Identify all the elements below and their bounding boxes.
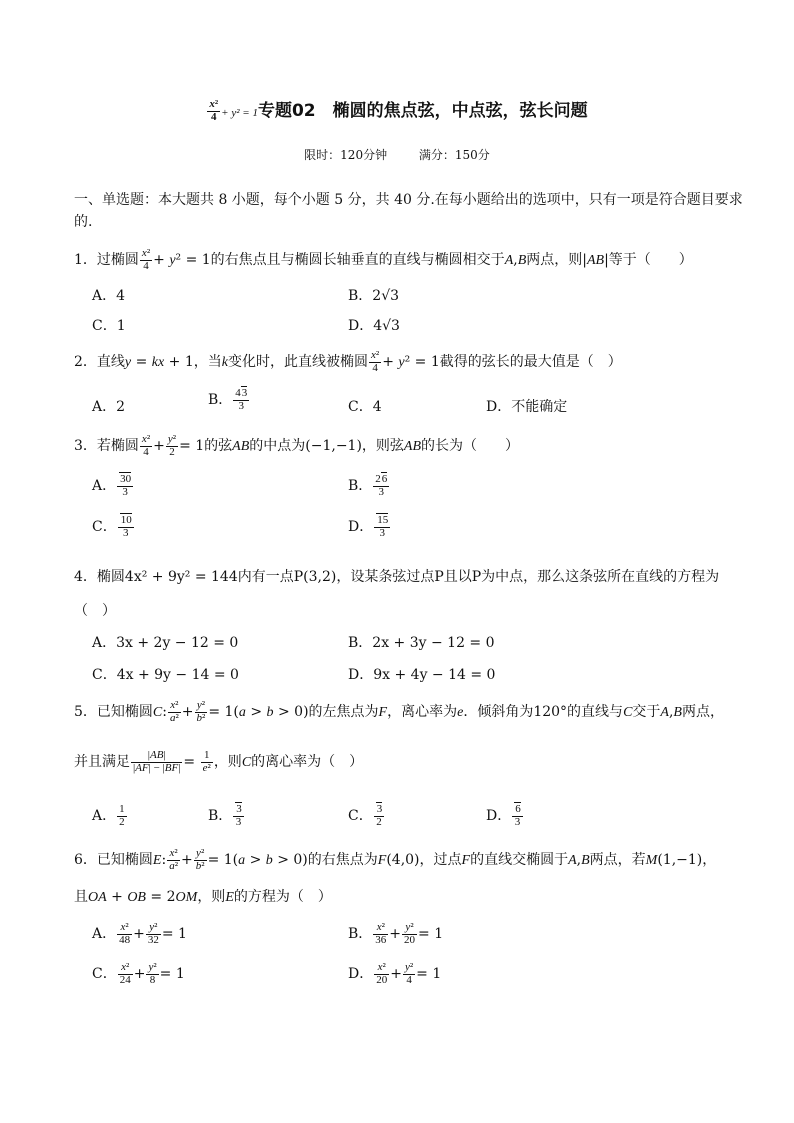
q5-option-a[interactable]: A． $\frac{1}{2}$: [92, 803, 125, 828]
question-3-stem: 3．若椭圆 $\frac{\text{x²}}{4}$ + $\frac{\text{y²}}{2}$ = 1的弦AB的中点为(−1,−1)，则弦AB的长为（ ）: [74, 433, 520, 458]
q3-option-a[interactable]: A． $\frac{30}{3}$: [92, 473, 132, 498]
q2-fraction: $\frac{\text{x²}}{4}$: [370, 349, 380, 374]
q1-option-d[interactable]: D．4√3: [348, 318, 400, 334]
q5-option-d[interactable]: D． $\frac{6}{3}$: [486, 803, 521, 828]
q1-fraction: $\frac{\text{x²}}{4}$: [141, 247, 151, 272]
q5-option-b[interactable]: B． $\frac{3}{3}$: [208, 803, 242, 828]
q6-option-a[interactable]: A． $\frac{\text{x²}}{48}$ + $\frac{\text{y²}}{32}$ = 1: [92, 921, 187, 946]
q6-option-d[interactable]: D． $\frac{\text{x²}}{20}$ + $\frac{\text{y²}}{4}$ = 1: [348, 961, 442, 986]
q2-option-d[interactable]: D．不能确定: [486, 399, 568, 415]
full-score: 满分：150分: [418, 148, 490, 162]
section-heading-line1: 一、单选题：本大题共 8 小题，每个小题 5 分，共 40 分.在每小题给出的选项中，只有一项是符合题目要求: [74, 192, 743, 208]
q4-option-c[interactable]: C．4x + 9y − 14 = 0: [92, 667, 239, 683]
q3-fraction-2: $\frac{\text{y²}}{2}$: [167, 433, 177, 458]
question-1-stem: 1．过椭圆 $\frac{\text{x²}}{4}$ + y² = 1的右焦点且与椭圆长轴垂直的直线与椭圆相交于A,B两点，则|AB|等于（ ）: [74, 247, 693, 272]
question-6-stem-line1: 6．已知椭圆E: $\frac{\text{x²}}{\text{a²}}$ + $\frac{\text{y²}}{\text{b²}}$ = 1(a > b > 0)的右焦点为F(4,0)，过点F的直线交椭圆于A,B两点，若M(1,−1)，: [74, 847, 717, 872]
q3-option-b[interactable]: B． $\frac{26}{3}$: [348, 473, 388, 498]
question-2-stem: 2．直线y = kx + 1，当k变化时，此直线被椭圆 $\frac{\text{x²}}{4}$ + y² = 1截得的弦长的最大值是（ ）: [74, 349, 622, 374]
time-limit: 限时：120分钟: [304, 148, 388, 162]
q1-option-b[interactable]: B．2√3: [348, 288, 400, 304]
q3-option-c[interactable]: C． $\frac{10}{3}$: [92, 514, 132, 539]
q4-option-d[interactable]: D．9x + 4y − 14 = 0: [348, 667, 496, 683]
q2-option-b[interactable]: B． $\frac{43}{3}$: [208, 387, 248, 412]
q3-fraction-1: $\frac{\text{x²}}{4}$: [141, 433, 151, 458]
question-6-stem-line2: 且OA + OB = 2OM，则E的方程为（ ）: [74, 889, 332, 905]
q4-option-a[interactable]: A．3x + 2y − 12 = 0: [92, 635, 239, 651]
section-heading-line2: 的.: [74, 214, 93, 230]
q2-option-a[interactable]: A．2: [92, 399, 126, 415]
q5-option-c[interactable]: C． $\frac{3}{2}$: [348, 803, 383, 828]
question-4-stem-line2: （ ）: [74, 603, 116, 619]
question-4-stem-line1: 4．椭圆4x² + 9y² = 144内有一点P(3,2)，设某条弦过点P且以P为中点，那么这条弦所在直线的方程为: [74, 569, 720, 585]
page-title: $\frac{\text{x²}}{4}$ + y² = 1专题02 椭圆的焦点弦，中点弦，弦长问题: [209, 97, 588, 123]
q1-option-c[interactable]: C．1: [92, 318, 126, 334]
q6-option-c[interactable]: C． $\frac{\text{x²}}{24}$ + $\frac{\text{y²}}{8}$ = 1: [92, 961, 185, 986]
q6-option-b[interactable]: B． $\frac{\text{x²}}{36}$ + $\frac{\text{y²}}{20}$ = 1: [348, 921, 444, 946]
subtitle: [0, 146, 794, 163]
q1-option-a[interactable]: A．4: [92, 288, 126, 304]
question-5-stem-line2: 并且满足 $\frac{|AB|}{|AF| - |BF|}$ = $\frac{1}{\text{e²}}$ ，则C的离心率为（ ）: [74, 749, 364, 774]
q4-option-b[interactable]: B．2x + 3y − 12 = 0: [348, 635, 495, 651]
q3-option-d[interactable]: D． $\frac{15}{3}$: [348, 514, 389, 539]
question-5-stem-line1: 5．已知椭圆C: $\frac{\text{x²}}{\text{a²}}$ + $\frac{\text{y²}}{\text{b²}}$ = 1(a > b > 0)的左焦点为F，离心率为e．倾斜角为120°的直线与C交于A,B两点，: [74, 699, 724, 724]
q2-option-c[interactable]: C．4: [348, 399, 382, 415]
title-formula-fraction: $\frac{\text{x²}}{4}$: [209, 97, 219, 123]
title-text: 专题02 椭圆的焦点弦，中点弦，弦长问题: [257, 101, 588, 121]
